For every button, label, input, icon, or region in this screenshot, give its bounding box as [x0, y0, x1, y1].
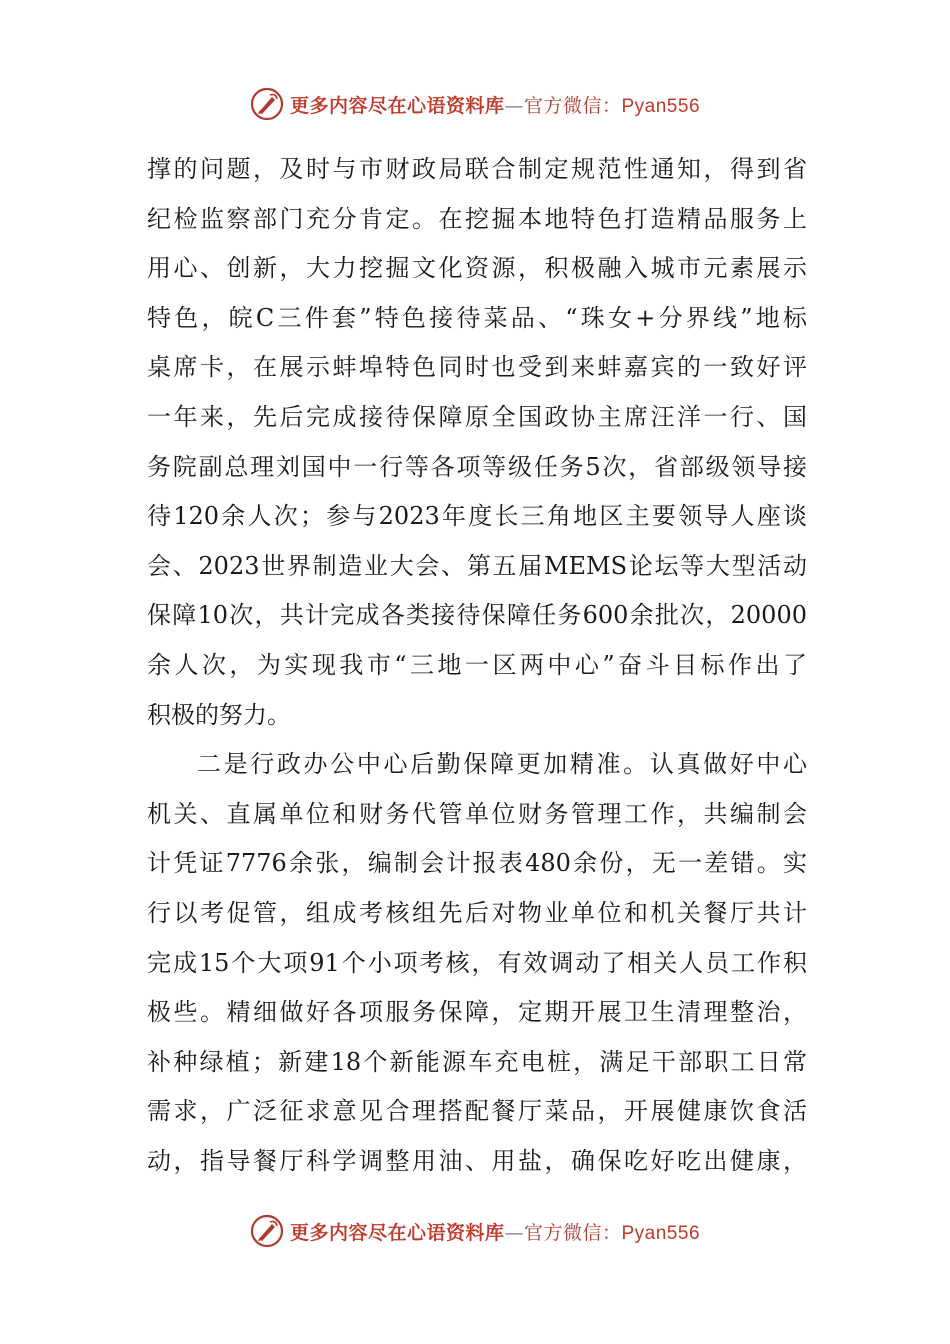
watermark-main-text: 更多内容尽在心语资料库 [289, 94, 505, 117]
watermark-separator: — [504, 94, 524, 117]
watermark-wechat-label: 官方微信： [523, 1221, 622, 1244]
body-line-17: 完成15个大项91个小项考核，有效调动了相关人员工作积 [147, 948, 807, 977]
watermark-wechat-id: Pyan556 [621, 95, 701, 117]
watermark-wechat-label: 官方微信： [523, 94, 622, 117]
footer-watermark [0, 1211, 950, 1251]
body-line-1: 撑的问题，及时与市财政局联合制定规范性通知，得到省 [147, 155, 807, 183]
body-line-9: 会、2023世界制造业大会、第五届MEMS论坛等大型活动 [147, 551, 807, 580]
body-line-18: 极些。精细做好各项服务保障，定期开展卫生清理整治， [147, 998, 807, 1027]
pen-logo-icon [250, 1214, 284, 1248]
paragraph-heading-line: 二是行政办公中心后勤保障更加精准。认真做好中心 [197, 750, 807, 779]
watermark-main-text: 更多内容尽在心语资料库 [289, 1221, 505, 1244]
document-body [147, 145, 807, 1186]
body-line-14: 机关、直属单位和财务代管单位财务管理工作，共编制会 [147, 799, 807, 828]
pen-logo-icon [250, 87, 284, 121]
body-line-6: 一年来，先后完成接待保障原全国政协主席汪洋一行、国 [147, 402, 807, 431]
body-line-5: 桌席卡，在展示蚌埠特色同时也受到来蚌嘉宾的一致好评 [147, 353, 807, 382]
body-line-3: 用心、创新，大力挖掘文化资源，积极融入城市元素展示 [147, 254, 807, 283]
body-line-19: 补种绿植；新建18个新能源车充电桩，满足干部职工日常 [147, 1047, 807, 1076]
header-watermark [0, 84, 950, 124]
body-line-15: 计凭证7776余张，编制会计报表480余份，无一差错。实 [147, 849, 807, 878]
body-line-20: 需求，广泛征求意见合理搭配餐厅菜品，开展健康饮食活 [147, 1097, 807, 1126]
body-line-21: 动，指导餐厅科学调整用油、用盐，确保吃好吃出健康， [147, 1146, 807, 1175]
body-line-4: 特色，皖C三件套”特色接待菜品、“珠女+分界线”地标 [147, 303, 807, 332]
body-line-10: 保障10次，共计完成各类接待保障任务600余批次，20000 [147, 601, 807, 630]
body-line-7: 务院副总理刘国中一行等各项等级任务5次，省部级领导接 [147, 452, 807, 481]
body-line-8: 待120余人次；参与2023年度长三角地区主要领导人座谈 [147, 502, 807, 531]
body-line-11: 余人次，为实现我市“三地一区两中心”奋斗目标作出了 [147, 650, 807, 679]
watermark-wechat-id: Pyan556 [621, 1222, 701, 1244]
body-line-2: 纪检监察部门充分肯定。在挖掘本地特色打造精品服务上 [147, 204, 807, 233]
body-line-16: 行以考促管，组成考核组先后对物业单位和机关餐厅共计 [147, 898, 807, 927]
watermark-separator: — [504, 1221, 524, 1244]
body-line-12: 积极的努力。 [147, 700, 291, 729]
